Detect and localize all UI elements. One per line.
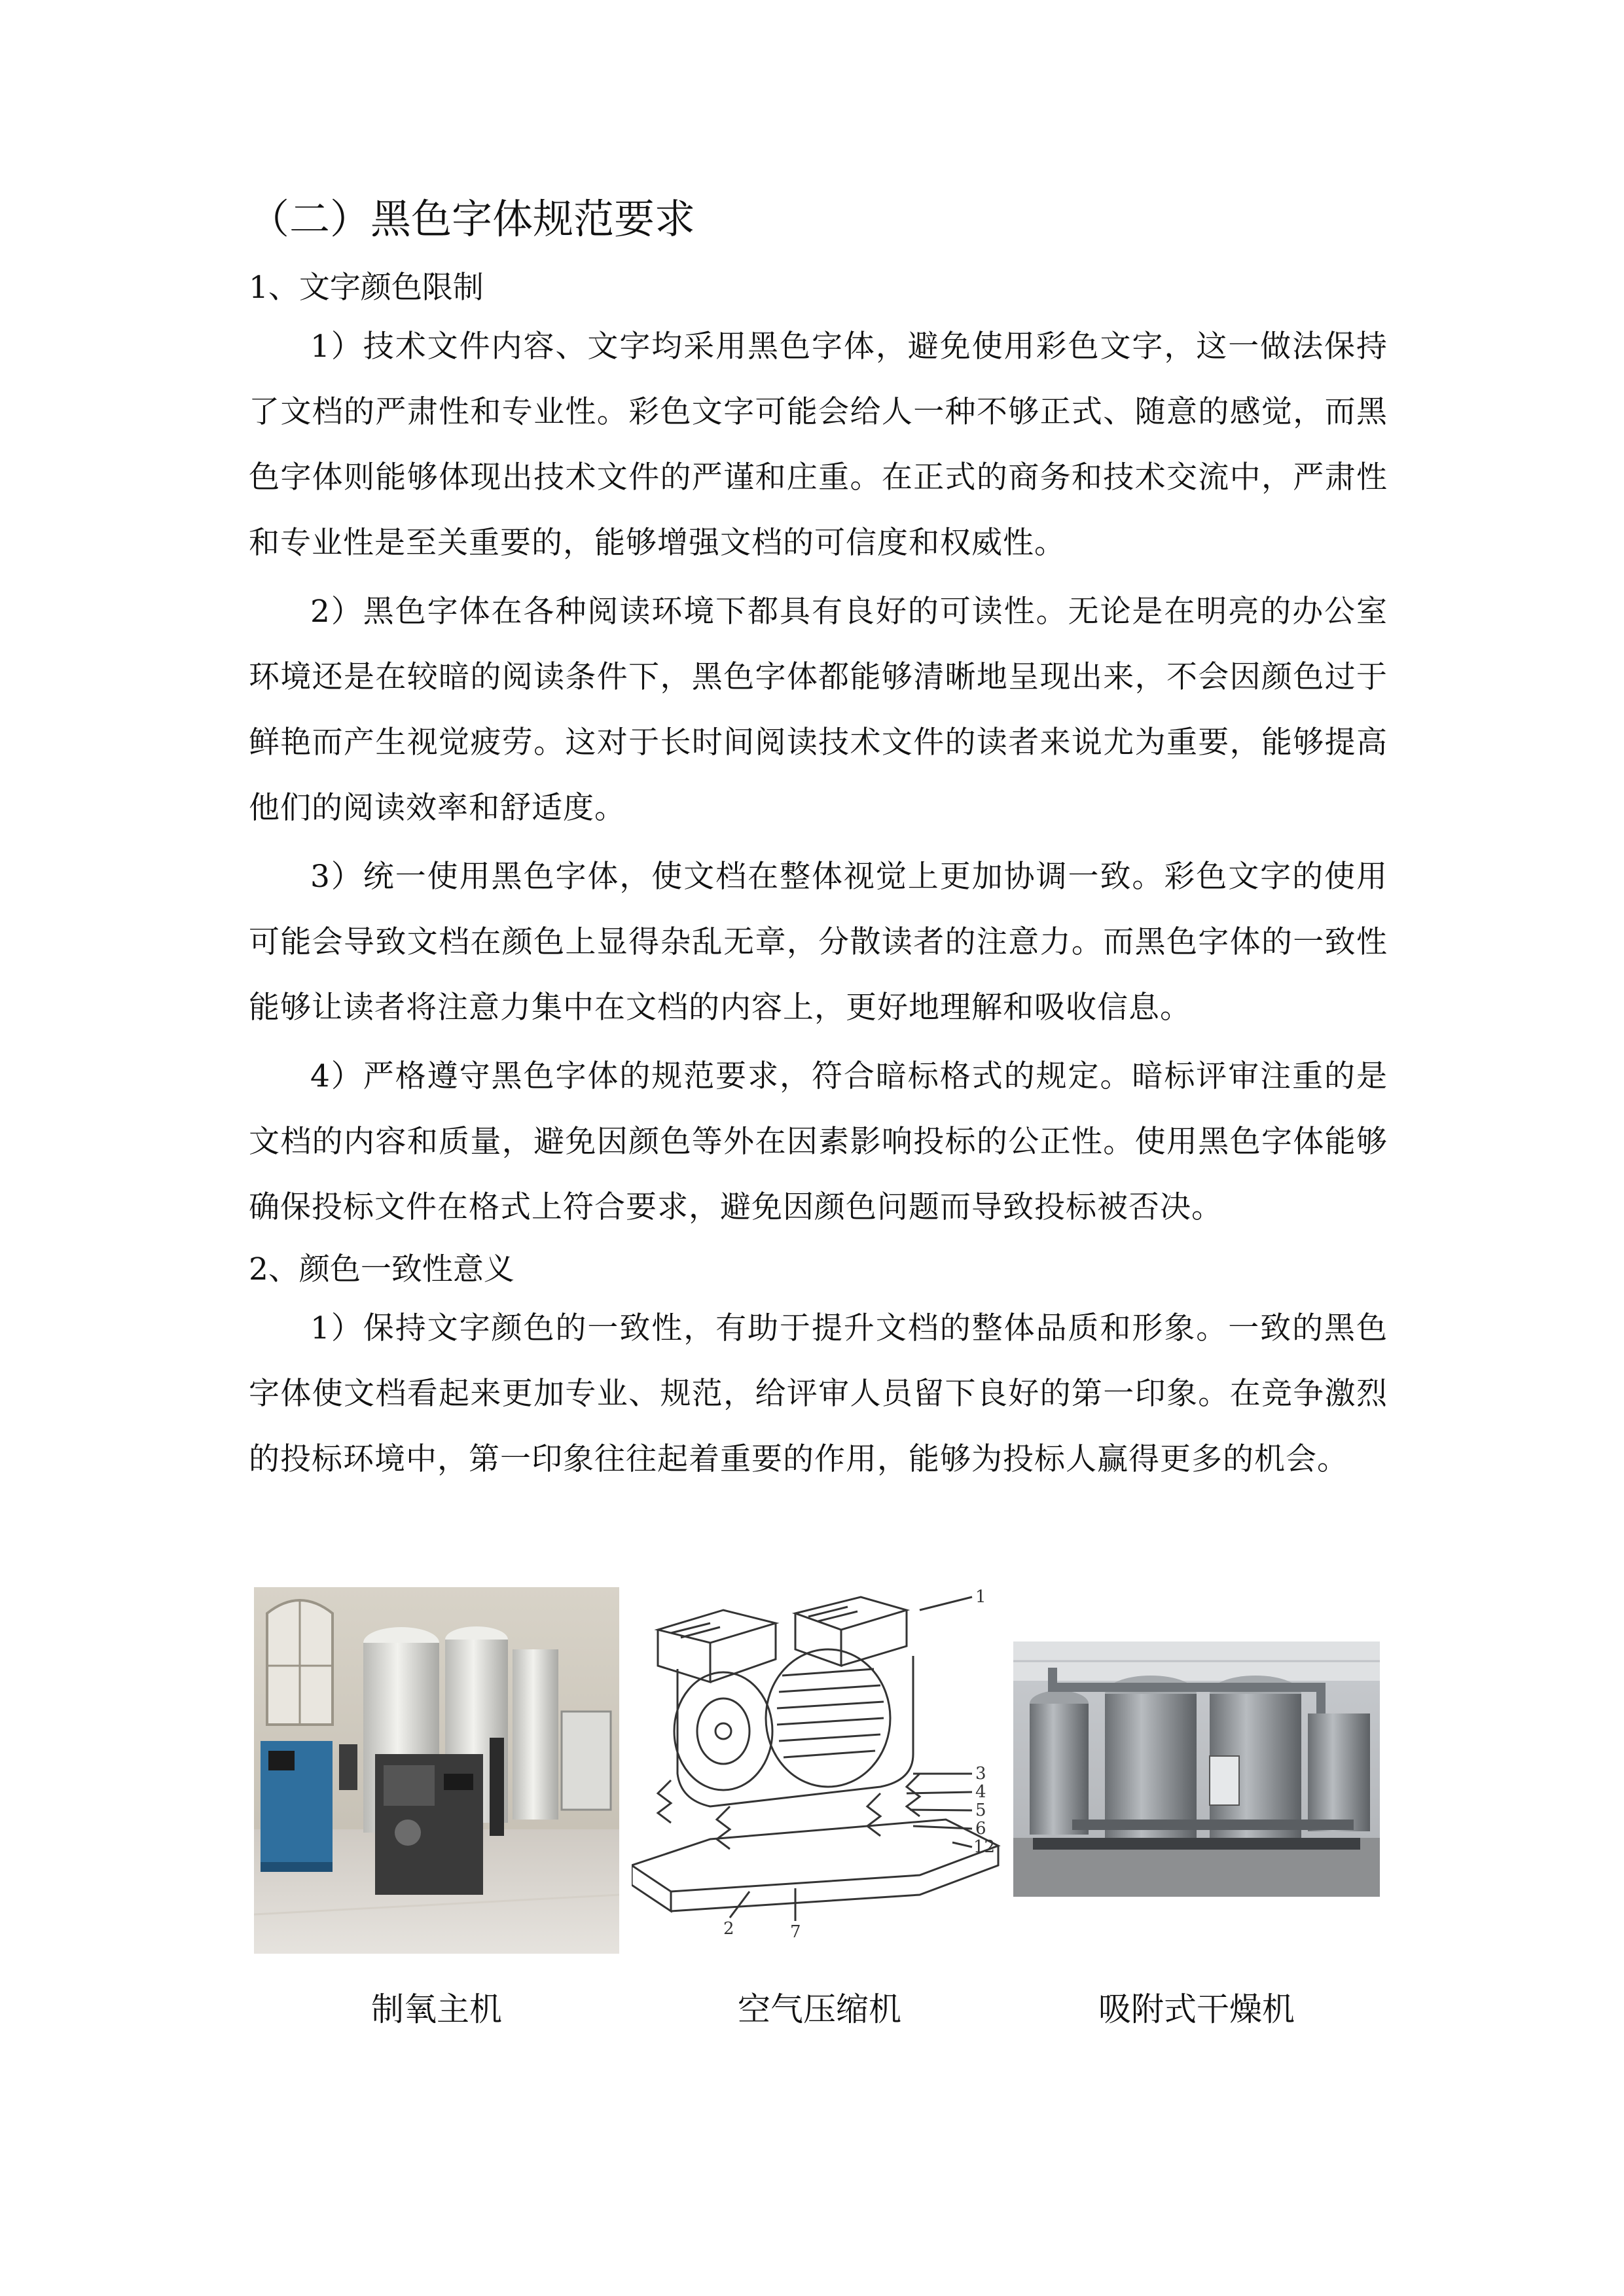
- callout-label: 2: [723, 1919, 734, 1939]
- callout-label: 5: [975, 1801, 986, 1820]
- paragraph-1-1: 1）技术文件内容、文字均采用黑色字体，避免使用彩色文字，这一做法保持了文档的严肃性和专业性。彩色文字可能会给人一种不够正式、随意的感觉，而黑色字体则能够体现出技术文件的严谨和庄重。在正式的商务和技术交流中，严肃性和专业性是至关重要的，能够增强文档的可信度和权威性。: [249, 329, 1388, 561]
- section-heading: （二）黑色字体规范要求: [249, 195, 696, 243]
- subsection-heading-2: 2、颜色一致性意义: [249, 1251, 514, 1287]
- oxygen-generator-photo-icon: [254, 1587, 619, 1954]
- callout-label: 12: [973, 1837, 996, 1857]
- callout-label: 4: [975, 1782, 986, 1802]
- subsection-heading-1: 1、文字颜色限制: [249, 270, 484, 306]
- figure-caption-oxygen-generator: 制氧主机: [371, 1990, 502, 2028]
- paragraph-1-2: 2）黑色字体在各种阅读环境下都具有良好的可读性。无论是在明亮的办公室环境还是在较暗的阅读条件下，黑色字体都能够清晰地呈现出来，不会因颜色过于鲜艳而产生视觉疲劳。这对于长时间阅读技术文件的读者来说尤为重要，能够提高他们的阅读效率和舒适度。: [249, 594, 1388, 826]
- paragraph-2-1: 1）保持文字颜色的一致性，有助于提升文档的整体品质和形象。一致的黑色字体使文档看起来更加专业、规范，给评审人员留下良好的第一印象。在竞争激烈的投标环境中，第一印象往往起着重要的作用，能够为投标人赢得更多的机会。: [249, 1310, 1388, 1477]
- callout-label: 1: [975, 1587, 986, 1607]
- adsorption-dryer-photo-icon: [1013, 1641, 1380, 1897]
- figure-caption-air-compressor: 空气压缩机: [738, 1990, 901, 2028]
- callout-label: 7: [790, 1922, 801, 1942]
- callout-label: 6: [975, 1819, 986, 1839]
- air-compressor-diagram-icon: [632, 1577, 1008, 1964]
- callout-label: 3: [975, 1764, 986, 1784]
- paragraph-1-3: 3）统一使用黑色字体，使文档在整体视觉上更加协调一致。彩色文字的使用可能会导致文档在颜色上显得杂乱无章，分散读者的注意力。而黑色字体的一致性能够让读者将注意力集中在文档的内容上，更好地理解和吸收信息。: [249, 859, 1388, 1026]
- paragraph-1-4: 4）严格遵守黑色字体的规范要求，符合暗标格式的规定。暗标评审注重的是文档的内容和质量，避免因颜色等外在因素影响投标的公正性。使用黑色字体能够确保投标文件在格式上符合要求，避免因颜色问题而导致投标被否决。: [249, 1058, 1388, 1225]
- figure-caption-adsorption-dryer: 吸附式干燥机: [1098, 1990, 1295, 2028]
